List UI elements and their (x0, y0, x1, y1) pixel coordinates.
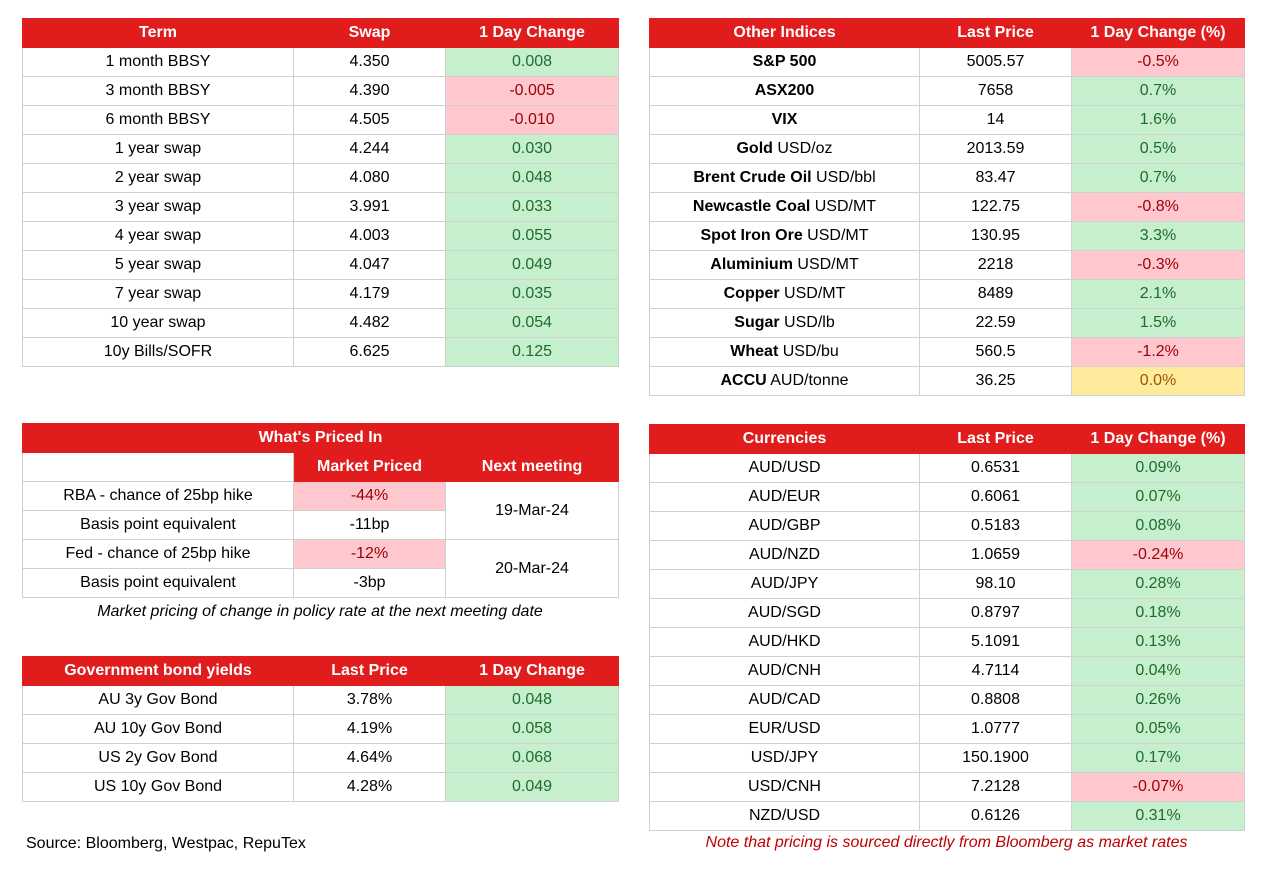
table-row (23, 744, 619, 773)
index-change: 1.6% (1072, 106, 1245, 135)
index-price: 2218 (920, 251, 1072, 280)
swap-rate: 4.390 (294, 77, 446, 106)
index-name-cell (650, 280, 920, 309)
priced-title: What's Priced In (23, 424, 619, 453)
table-row (650, 715, 1245, 744)
currency-change: 0.07% (1072, 483, 1245, 512)
index-price: 83.47 (920, 164, 1072, 193)
indices-body (650, 48, 1245, 396)
index-name: S&P 500 (752, 53, 817, 70)
index-change: 0.7% (1072, 164, 1245, 193)
index-name: ACCU (720, 372, 767, 389)
swap-change: 0.048 (446, 164, 619, 193)
index-price: 2013.59 (920, 135, 1072, 164)
table-row (23, 309, 619, 338)
table-row (650, 367, 1245, 396)
swaps-header-row (23, 19, 619, 48)
currency-pair: EUR/USD (650, 715, 920, 744)
currency-pair: AUD/CNH (650, 657, 920, 686)
table-row (650, 280, 1245, 309)
index-price: 5005.57 (920, 48, 1072, 77)
swap-change: -0.005 (446, 77, 619, 106)
index-name: Newcastle Coal (692, 198, 811, 215)
index-name: Wheat (730, 343, 779, 360)
table-row (23, 48, 619, 77)
bond-price: 4.28% (294, 773, 446, 802)
priced-meeting-fed: 20-Mar-24 (446, 540, 619, 598)
index-name: Copper (723, 285, 780, 302)
swap-rate: 4.047 (294, 251, 446, 280)
index-name: Spot Iron Ore (700, 227, 803, 244)
table-row (23, 338, 619, 367)
index-change: -0.5% (1072, 48, 1245, 77)
priced-value: -44% (294, 482, 446, 511)
table-row (650, 251, 1245, 280)
bonds-table (22, 656, 619, 802)
priced-caption: Market pricing of change in policy rate at the next meeting date (97, 603, 543, 620)
index-change: -0.8% (1072, 193, 1245, 222)
table-row (23, 106, 619, 135)
index-name-cell (650, 106, 920, 135)
currency-pair: AUD/NZD (650, 541, 920, 570)
table-row (23, 715, 619, 744)
index-name-cell (650, 48, 920, 77)
index-name-cell (650, 135, 920, 164)
table-row (650, 483, 1245, 512)
currency-change: 0.26% (1072, 686, 1245, 715)
index-name-cell (650, 193, 920, 222)
table-row (650, 744, 1245, 773)
priced-label: Basis point equivalent (23, 511, 294, 540)
currency-price: 0.8808 (920, 686, 1072, 715)
currency-pair: AUD/CAD (650, 686, 920, 715)
swap-rate: 4.080 (294, 164, 446, 193)
source-note: Source: Bloomberg, Westpac, RepuTex (26, 835, 306, 852)
swap-term: 3 month BBSY (23, 77, 294, 106)
index-unit: USD/MT (792, 256, 859, 273)
table-row (650, 77, 1245, 106)
currencies-header-row (650, 425, 1245, 454)
priced-value: -11bp (294, 511, 446, 540)
index-unit: USD/bbl (811, 169, 876, 186)
index-name-cell (650, 222, 920, 251)
priced-label: RBA - chance of 25bp hike (23, 482, 294, 511)
currencies-header-change: 1 Day Change (%) (1072, 425, 1245, 454)
currency-change: 0.05% (1072, 715, 1245, 744)
swap-change: 0.125 (446, 338, 619, 367)
indices-header-name: Other Indices (650, 19, 920, 48)
swap-term: 1 month BBSY (23, 48, 294, 77)
bond-price: 4.19% (294, 715, 446, 744)
swap-term: 4 year swap (23, 222, 294, 251)
bond-price: 3.78% (294, 686, 446, 715)
currency-pair: AUD/SGD (650, 599, 920, 628)
index-price: 36.25 (920, 367, 1072, 396)
index-price: 7658 (920, 77, 1072, 106)
index-price: 8489 (920, 280, 1072, 309)
swaps-header-change: 1 Day Change (446, 19, 619, 48)
bond-name: AU 10y Gov Bond (23, 715, 294, 744)
currencies-header-name: Currencies (650, 425, 920, 454)
currencies-body (650, 454, 1245, 831)
priced-label: Fed - chance of 25bp hike (23, 540, 294, 569)
index-unit: USD/oz (772, 140, 833, 157)
swap-change: 0.008 (446, 48, 619, 77)
swap-change: 0.033 (446, 193, 619, 222)
bond-change: 0.058 (446, 715, 619, 744)
table-row (23, 135, 619, 164)
index-change: 2.1% (1072, 280, 1245, 309)
table-row (23, 686, 619, 715)
bonds-body (23, 686, 619, 802)
currency-price: 0.6531 (920, 454, 1072, 483)
swap-rate: 4.003 (294, 222, 446, 251)
currency-price: 1.0777 (920, 715, 1072, 744)
currency-price: 5.1091 (920, 628, 1072, 657)
bond-change: 0.068 (446, 744, 619, 773)
priced-table (22, 423, 619, 598)
swap-change: 0.030 (446, 135, 619, 164)
index-change: -1.2% (1072, 338, 1245, 367)
table-row (650, 570, 1245, 599)
index-price: 22.59 (920, 309, 1072, 338)
currency-pair: AUD/HKD (650, 628, 920, 657)
swap-term: 7 year swap (23, 280, 294, 309)
index-price: 560.5 (920, 338, 1072, 367)
bonds-header-price: Last Price (294, 657, 446, 686)
index-name-cell (650, 367, 920, 396)
currency-pair: USD/CNH (650, 773, 920, 802)
table-row (23, 251, 619, 280)
index-change: 0.7% (1072, 77, 1245, 106)
priced-col-meeting: Next meeting (446, 453, 619, 482)
swap-term: 5 year swap (23, 251, 294, 280)
bond-price: 4.64% (294, 744, 446, 773)
swap-rate: 4.244 (294, 135, 446, 164)
bonds-header-row (23, 657, 619, 686)
currency-change: -0.07% (1072, 773, 1245, 802)
index-change: -0.3% (1072, 251, 1245, 280)
swap-rate: 4.350 (294, 48, 446, 77)
index-name: Brent Crude Oil (693, 169, 812, 186)
index-name: Gold (736, 140, 773, 157)
swap-change: 0.049 (446, 251, 619, 280)
currency-price: 4.7114 (920, 657, 1072, 686)
table-row (23, 193, 619, 222)
table-row (23, 164, 619, 193)
index-unit: USD/MT (779, 285, 846, 302)
bond-name: AU 3y Gov Bond (23, 686, 294, 715)
index-name-cell (650, 77, 920, 106)
swap-term: 6 month BBSY (23, 106, 294, 135)
table-row (650, 48, 1245, 77)
priced-value: -3bp (294, 569, 446, 598)
index-name: Aluminium (710, 256, 793, 273)
currency-change: 0.04% (1072, 657, 1245, 686)
index-unit: USD/lb (779, 314, 835, 331)
bond-name: US 10y Gov Bond (23, 773, 294, 802)
table-row (650, 338, 1245, 367)
table-row (650, 628, 1245, 657)
currency-pair: AUD/GBP (650, 512, 920, 541)
table-row (650, 686, 1245, 715)
swap-change: 0.035 (446, 280, 619, 309)
table-row (650, 599, 1245, 628)
swap-rate: 4.482 (294, 309, 446, 338)
swaps-header-term: Term (23, 19, 294, 48)
currency-pair: AUD/JPY (650, 570, 920, 599)
currency-pair: AUD/USD (650, 454, 920, 483)
currency-change: 0.28% (1072, 570, 1245, 599)
currency-price: 0.6126 (920, 802, 1072, 831)
index-unit: USD/MT (802, 227, 869, 244)
table-row (650, 193, 1245, 222)
currency-change: 0.18% (1072, 599, 1245, 628)
currency-change: -0.24% (1072, 541, 1245, 570)
index-price: 122.75 (920, 193, 1072, 222)
table-row (650, 106, 1245, 135)
index-change: 1.5% (1072, 309, 1245, 338)
index-unit: AUD/tonne (766, 372, 849, 389)
currency-price: 150.1900 (920, 744, 1072, 773)
swap-term: 10y Bills/SOFR (23, 338, 294, 367)
currency-price: 0.6061 (920, 483, 1072, 512)
index-name-cell (650, 338, 920, 367)
indices-header-price: Last Price (920, 19, 1072, 48)
bonds-header-change: 1 Day Change (446, 657, 619, 686)
currencies-table (649, 424, 1245, 831)
swap-term: 10 year swap (23, 309, 294, 338)
index-change: 0.0% (1072, 367, 1245, 396)
swaps-table (22, 18, 619, 367)
table-row (650, 512, 1245, 541)
priced-subheader-row (23, 453, 619, 482)
priced-title-row (23, 424, 619, 453)
index-change: 0.5% (1072, 135, 1245, 164)
currency-change: 0.08% (1072, 512, 1245, 541)
priced-col-market: Market Priced (294, 453, 446, 482)
priced-meeting-rba: 19-Mar-24 (446, 482, 619, 540)
currencies-header-price: Last Price (920, 425, 1072, 454)
swaps-body (23, 48, 619, 367)
currency-pair: USD/JPY (650, 744, 920, 773)
table-row (23, 773, 619, 802)
currency-change: 0.31% (1072, 802, 1245, 831)
swap-change: 0.054 (446, 309, 619, 338)
index-name: VIX (771, 111, 798, 128)
swap-change: 0.055 (446, 222, 619, 251)
swap-rate: 4.179 (294, 280, 446, 309)
bond-change: 0.049 (446, 773, 619, 802)
table-row (650, 802, 1245, 831)
table-row (650, 164, 1245, 193)
index-price: 14 (920, 106, 1072, 135)
bond-change: 0.048 (446, 686, 619, 715)
priced-row-rba (23, 482, 619, 511)
swap-term: 2 year swap (23, 164, 294, 193)
currency-pair: NZD/USD (650, 802, 920, 831)
table-row (650, 454, 1245, 483)
table-row (23, 222, 619, 251)
swap-rate: 4.505 (294, 106, 446, 135)
swap-rate: 3.991 (294, 193, 446, 222)
pricing-note: Note that pricing is sourced directly from Bloomberg as market rates (705, 834, 1188, 851)
currency-change: 0.17% (1072, 744, 1245, 773)
swap-change: -0.010 (446, 106, 619, 135)
table-row (650, 222, 1245, 251)
index-unit: USD/MT (810, 198, 877, 215)
currency-price: 0.8797 (920, 599, 1072, 628)
currency-price: 98.10 (920, 570, 1072, 599)
priced-label: Basis point equivalent (23, 569, 294, 598)
index-price: 130.95 (920, 222, 1072, 251)
bond-name: US 2y Gov Bond (23, 744, 294, 773)
bonds-header-name: Government bond yields (23, 657, 294, 686)
currency-price: 1.0659 (920, 541, 1072, 570)
indices-header-row (650, 19, 1245, 48)
index-unit: USD/bu (778, 343, 839, 360)
index-name-cell (650, 309, 920, 338)
table-row (650, 773, 1245, 802)
swap-rate: 6.625 (294, 338, 446, 367)
currency-price: 7.2128 (920, 773, 1072, 802)
index-change: 3.3% (1072, 222, 1245, 251)
currency-pair: AUD/EUR (650, 483, 920, 512)
table-row (650, 309, 1245, 338)
indices-table (649, 18, 1245, 396)
swap-term: 1 year swap (23, 135, 294, 164)
table-row (650, 657, 1245, 686)
index-name: ASX200 (754, 82, 815, 99)
table-row (23, 280, 619, 309)
index-name-cell (650, 164, 920, 193)
currency-change: 0.09% (1072, 454, 1245, 483)
indices-header-change: 1 Day Change (%) (1072, 19, 1245, 48)
priced-subheader-blank (23, 453, 294, 482)
table-row (650, 135, 1245, 164)
priced-row-fed (23, 540, 619, 569)
currency-change: 0.13% (1072, 628, 1245, 657)
swaps-header-swap: Swap (294, 19, 446, 48)
table-row (23, 77, 619, 106)
priced-value: -12% (294, 540, 446, 569)
swap-term: 3 year swap (23, 193, 294, 222)
table-row (650, 541, 1245, 570)
currency-price: 0.5183 (920, 512, 1072, 541)
index-name: Sugar (734, 314, 780, 331)
index-name-cell (650, 251, 920, 280)
